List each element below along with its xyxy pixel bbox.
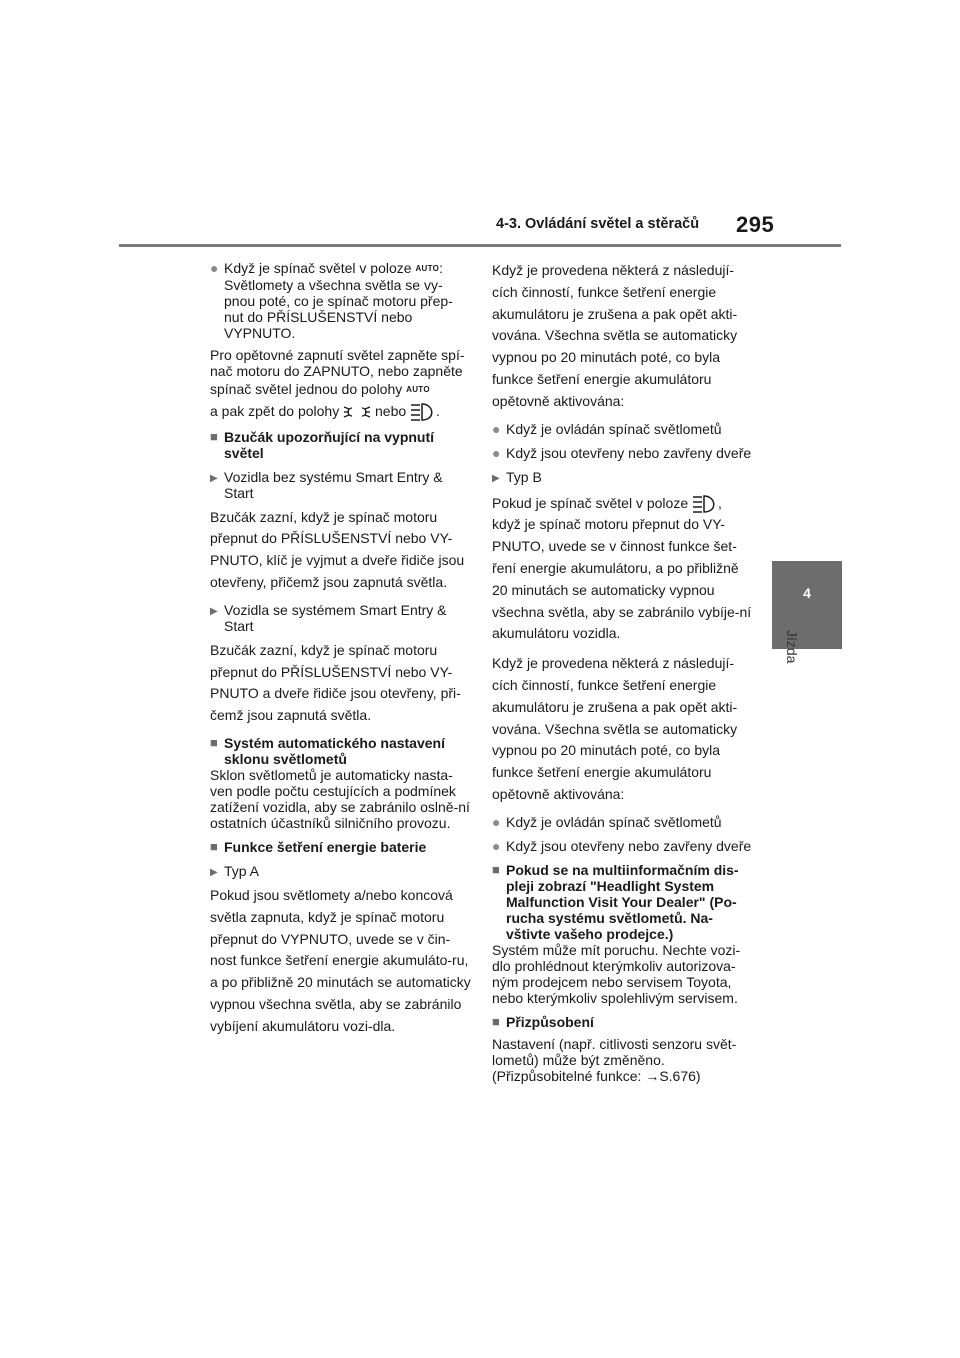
section-heading: ■ Přizpůsobení: [492, 1013, 594, 1030]
headlight-icon: [692, 494, 718, 514]
bullet-dot-icon: ●: [492, 837, 501, 854]
triangle-item: ▶ Typ B: [492, 468, 542, 485]
section-heading: ■ Bzučák upozorňující na vypnutí světel: [210, 428, 435, 461]
right-column: [492, 260, 754, 1084]
paragraph: Bzučák zazní, když je spínač motoru přepnut do PŘÍSLUŠENSTVÍ nebo VY-PNUTO, klíč je vyjmut a dveře řidiče jsou otevřeny, přičemž jsou zapnutá světla.: [210, 508, 465, 590]
paragraph: Nastavení (např. citlivosti senzoru svět-lometů) může být změněno.: [492, 1035, 737, 1068]
bullet-item: [210, 260, 472, 341]
auto-icon: AUTO: [415, 264, 440, 273]
bullet-item: ● Když je ovládán spínač světlometů: [492, 420, 722, 437]
section-heading: ■ Systém automatického nastavení sklonu světlometů: [210, 734, 445, 767]
triangle-bullet-icon: ▶: [210, 605, 218, 617]
bullet-item: ● Když je ovládán spínač světlometů: [492, 813, 722, 830]
chapter-label: [786, 630, 806, 690]
paragraph: Pro opětovné zapnutí světel zapněte spí-nač motoru do ZAPNUTO, nebo zapněte: [210, 347, 465, 379]
paragraph: Sklon světlometů je automaticky nasta-ven podle počtu cestujících a podmínek zatížení vozidla, aby se zabránilo oslně-ní ostatních účastníků silničního provozu.: [210, 766, 470, 831]
paragraph: (Přizpůsobitelné funkce: →S.676): [492, 1067, 701, 1084]
section-heading: ■ Pokud se na multiinformačním dis-pleji zobrazí "Headlight System Malfunction Visit Your Dealer" (Po-rucha systému světlometů. Na-vštivte vašeho prodejce.): [492, 861, 739, 942]
page-reference-link[interactable]: →S.676: [645, 1067, 696, 1084]
bullet-dot-icon: ●: [492, 444, 501, 461]
triangle-bullet-icon: ▶: [210, 866, 218, 878]
bullet-text: Když je spínač světel v poloze AUTO: Světlomety a všechna světla se vy-pnou poté, co je spínač motoru přep-nut do PŘÍSLUŠENSTVÍ nebo VYPNUTO.: [224, 260, 453, 341]
triangle-item: ▶ Typ A: [210, 862, 260, 879]
bullet-dot-icon: ●: [492, 420, 501, 437]
header-rule: [119, 244, 841, 247]
triangle-item: ▶ Vozidla se systémem Smart Entry & Start: [210, 601, 447, 634]
chapter-label-text: Jízda: [784, 630, 800, 664]
paragraph: Bzučák zazní, když je spínač motoru přepnut do PŘÍSLUŠENSTVÍ nebo VY-PNUTO a dveře řidiče jsou otevřeny, při-čemž jsou zapnutá světla.: [210, 641, 461, 724]
paragraph: Pokud jsou světlomety a/nebo koncová světla zapnuta, když je spínač motoru přepnut do VYPNUTO, uvede se v čin-nost funkce šetření energie akumuláto-ru, a po přibližně 20 minutách se automaticky vypnou všechna světla, aby se zabránilo vybíjení akumulátoru vozi-dla.: [210, 886, 471, 1034]
paragraph: Pokud je spínač světel v poloze , když je spínač motoru přepnut do VY-PNUTO, uvede se v činnost funkce šet-ření energie akumulátoru, a po přibližně 20 minutách se automaticky vypnou všechna světla, aby se zabránilo vybíje-ní akumulátoru vozidla.: [492, 494, 752, 642]
square-bullet-icon: ■: [210, 734, 218, 750]
bullet-dot-icon: ●: [210, 260, 219, 276]
bullet-dot-icon: ●: [492, 813, 501, 830]
paragraph: a pak zpět do polohy nebo .: [210, 401, 472, 423]
square-bullet-icon: ■: [210, 838, 218, 854]
paragraph: Když je provedena některá z následují-cích činností, funkce šetření energie akumulátoru je zrušena a pak opět akti-vována. Všechna světla se automaticky vypnou po 20 minutách poté, co byla funkce šetření energie akumulátoru opětovně aktivována:: [492, 655, 738, 802]
chapter-number: 4: [803, 585, 811, 601]
triangle-bullet-icon: ▶: [210, 472, 218, 484]
paragraph: Když je provedena některá z následují-cích činností, funkce šetření energie akumulátoru je zrušena a pak opět akti-vována. Všechna světla se automaticky vypnou po 20 minutách poté, co byla funkce šetření energie akumulátoru opětovně aktivována:: [492, 262, 738, 409]
headlight-icon: [410, 402, 436, 422]
parking-lights-icon: [343, 405, 371, 419]
square-bullet-icon: ■: [210, 428, 218, 444]
paragraph: Systém může mít poruchu. Nechte vozi-dlo prohlédnout kterýmkoliv autorizova-ným prodejcem nebo servisem Toyota, nebo kterýmkoliv spolehlivým servisem.: [492, 941, 741, 1006]
section-heading: ■ Funkce šetření energie baterie: [210, 838, 427, 855]
left-column: [210, 260, 472, 1038]
auto-icon: AUTO: [406, 385, 430, 394]
section-title: 4-3. Ovládání světel a stěračů: [496, 216, 700, 232]
paragraph: spínač světel jednou do polohy AUTO: [210, 381, 430, 397]
triangle-bullet-icon: ▶: [492, 472, 500, 484]
square-bullet-icon: ■: [492, 861, 500, 877]
bullet-item: ● Když jsou otevřeny nebo zavřeny dveře: [492, 444, 752, 461]
square-bullet-icon: ■: [492, 1013, 500, 1029]
chapter-tab: [772, 561, 842, 649]
bullet-item: ● Když jsou otevřeny nebo zavřeny dveře: [492, 837, 752, 854]
page-number: 295: [736, 212, 775, 237]
triangle-item: ▶ Vozidla bez systému Smart Entry & Start: [210, 468, 443, 501]
